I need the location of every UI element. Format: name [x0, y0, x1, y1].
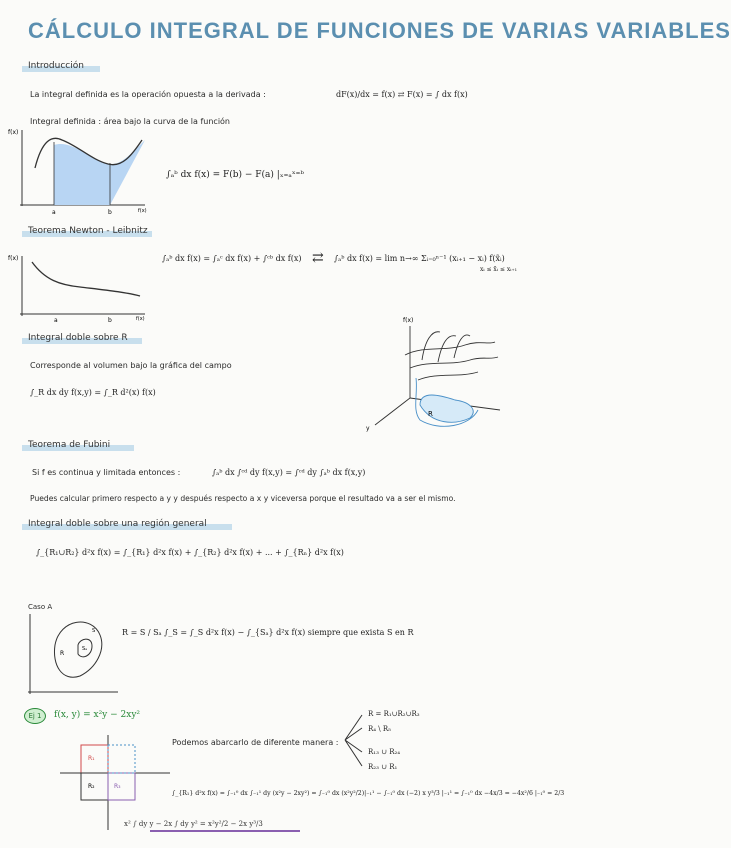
definite-formula: ∫ₐᵇ dx f(x) = F(b) − F(a) |ₓ₌ₐˣ⁼ᵇ: [166, 170, 305, 180]
graph-newton: [20, 256, 145, 316]
example-option-2: R₄ \ R₅: [368, 725, 391, 733]
svg-text:a: a: [54, 317, 58, 324]
svg-text:Sₐ: Sₐ: [82, 646, 88, 652]
svg-text:S: S: [92, 628, 96, 634]
equivalence-arrow: ⇄: [312, 250, 324, 266]
example-text: Podemos abarcarlo de diferente manera :: [172, 738, 339, 747]
section-heading-intro: Introducción: [28, 61, 84, 71]
graph-caso-a: [28, 614, 118, 694]
graph1-ylabel: f(x): [8, 129, 19, 136]
example-badge: Ej 1: [24, 708, 46, 724]
example-option-3: R₁₃ ∪ R₂₄: [368, 748, 401, 756]
svg-text:R: R: [60, 650, 65, 657]
definite-heading: Integral definida : área bajo la curva de la función: [30, 117, 230, 126]
svg-text:R₃: R₃: [114, 783, 121, 790]
svg-text:R₁: R₁: [88, 755, 95, 762]
section-heading-general: Integral doble sobre una región general: [28, 519, 207, 529]
fubini-note: Puedes calcular primero respecto a y y después respecto a x y viceversa porque el resultado va a ser el mismo.: [30, 494, 456, 503]
caso-heading: Caso A: [28, 603, 53, 611]
intro-text: La integral definida es la operación opuesta a la derivada :: [30, 90, 266, 99]
example-formula: ∫_{R₁} d²x f(x) = ∫₋₁⁰ dx ∫₋₁¹ dy (x²y − 2xy²) = ∫₋₁⁰ dx (x²y²/2)|₋₁¹ − ∫₋₁⁰ dx (−2) x y³/3 |₋₁¹ = ∫₋₁⁰ dx −4x/3 = −4x²/6 |₋₁⁰ = 2/3: [172, 790, 565, 797]
newton-sub: xᵢ ≤ x̃ᵢ ≤ xᵢ₊₁: [480, 266, 518, 273]
graph-example-regions: [60, 715, 362, 830]
section-heading-fubini: Teorema de Fubini: [28, 440, 111, 450]
example-function: f(x, y) = x²y − 2xy²: [54, 710, 141, 720]
fubini-formula: ∫ₐᵇ dx ∫ᶜᵈ dy f(x,y) = ∫ᶜᵈ dy ∫ₐᵇ dx f(x,y): [212, 468, 366, 477]
svg-text:R: R: [428, 410, 433, 418]
intro-formula: dF(x)/dx = f(x) ⇄ F(x) = ∫ dx f(x): [336, 90, 468, 99]
svg-text:b: b: [108, 317, 112, 324]
page-title: CÁLCULO INTEGRAL DE FUNCIONES DE VARIAS VARIABLES: [28, 18, 731, 43]
graph-3d-surface: [375, 326, 500, 426]
svg-text:f(x): f(x): [138, 208, 147, 214]
fubini-text: Si f es continua y limitada entonces :: [32, 468, 181, 477]
svg-text:y: y: [366, 425, 370, 432]
newton-formula-2: ∫ₐᵇ dx f(x) = lim n→∞ Σᵢ₌₀ⁿ⁻¹ (xᵢ₊₁ − xᵢ) f(x̃ᵢ): [334, 254, 505, 263]
example-subformula: x² ∫ dy y − 2x ∫ dy y² = x²y²/2 − 2x y³/3: [124, 820, 263, 828]
svg-text:f(x): f(x): [403, 317, 414, 324]
newton-formula-1: ∫ₐᵇ dx f(x) = ∫ₐᶜ dx f(x) + ∫ᶜᵇ dx f(x): [162, 254, 302, 263]
graph1-b-label: b: [108, 209, 112, 216]
example-option-4: R₂₃ ∪ R₁: [368, 763, 398, 771]
section-heading-double: Integral doble sobre R: [28, 333, 128, 343]
general-formula: ∫_{R₁∪R₂} d²x f(x) = ∫_{R₁} d²x f(x) + ∫_{R₂} d²x f(x) + ... + ∫_{Rₙ} d²x f(x): [36, 548, 344, 557]
graph1-a-label: a: [52, 209, 56, 216]
example-option-1: R = R₁∪R₂∪R₃: [368, 710, 420, 718]
svg-text:f(x): f(x): [8, 255, 19, 262]
double-text: Corresponde al volumen bajo la gráfica del campo: [30, 361, 232, 370]
double-formula: ∫_R dx dy f(x,y) = ∫_R d²(x) f(x): [30, 388, 156, 397]
svg-text:f(x): f(x): [136, 316, 145, 322]
svg-text:R₂: R₂: [88, 783, 95, 790]
caso-formula: R = S / Sₐ ∫_S = ∫_S d²x f(x) − ∫_{Sₐ} d²x f(x) siempre que exista S en R: [122, 628, 414, 637]
graph-area-under-curve: [20, 130, 145, 206]
section-heading-newton: Teorema Newton - Leibnitz: [28, 226, 148, 236]
